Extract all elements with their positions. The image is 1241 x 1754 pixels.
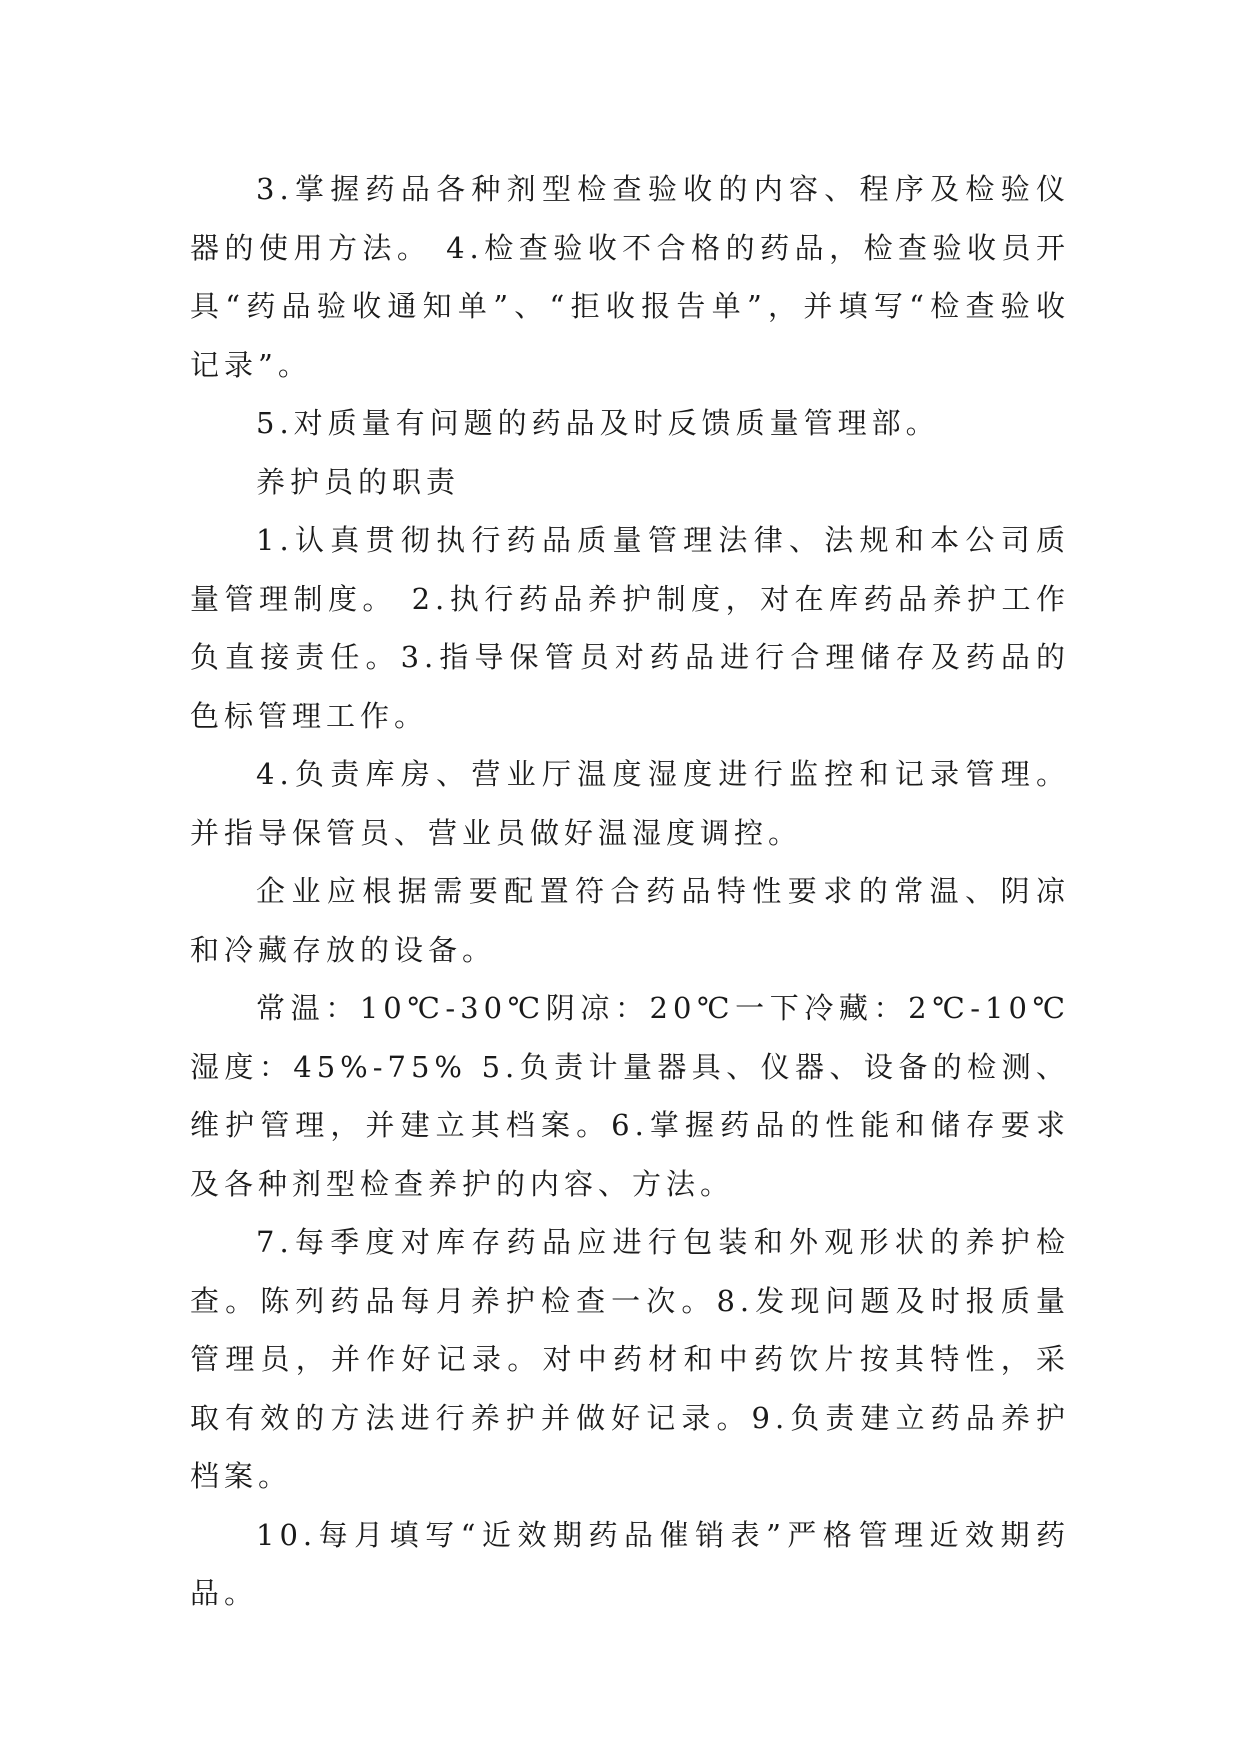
paragraph-temperature-items-5-6: 常温：10℃-30℃阴凉：20℃一下冷藏：2℃-10℃湿度：45%-75% 5.负责计量器具、仪器、设备的检测、维护管理，并建立其档案。6.掌握药品的性能和储存要求及各种剂型检查养护的内容、方法。 — [190, 991, 1070, 1201]
paragraph-inspection-items-3-4: 3.掌握药品各种剂型检查验收的内容、程序及检验仪器的使用方法。 4.检查验收不合格的药品，检查验收员开具“药品验收通知单”、“拒收报告单”，并填写“检查验收记录”。 — [190, 172, 1070, 382]
document-body — [190, 160, 1070, 1623]
paragraph-inspection-item-5: 5.对质量有问题的药品及时反馈质量管理部。 — [256, 406, 940, 440]
paragraph-storage-equipment: 企业应根据需要配置符合药品特性要求的常温、阴凉和冷藏存放的设备。 — [190, 874, 1070, 967]
paragraph-maintenance-item-4: 4.负责库房、营业厅温度湿度进行监控和记录管理。并指导保管员、营业员做好温湿度调控。 — [190, 757, 1070, 850]
paragraph-maintenance-item-10: 10.每月填写“近效期药品催销表”严格管理近效期药品。 — [190, 1517, 1070, 1610]
paragraph-maintenance-items-7-9: 7.每季度对库存药品应进行包装和外观形状的养护检查。陈列药品每月养护检查一次。8.发现问题及时报质量管理员，并作好记录。对中药材和中药饮片按其特性，采取有效的方法进行养护并做好记录。9.负责建立药品养护档案。 — [190, 1225, 1070, 1493]
section-heading-maintenance-duties: 养护员的职责 — [256, 464, 461, 499]
paragraph-maintenance-items-1-3: 1.认真贯彻执行药品质量管理法律、法规和本公司质量管理制度。 2.执行药品养护制度，对在库药品养护工作负直接责任。3.指导保管员对药品进行合理储存及药品的色标管理工作。 — [190, 523, 1070, 733]
